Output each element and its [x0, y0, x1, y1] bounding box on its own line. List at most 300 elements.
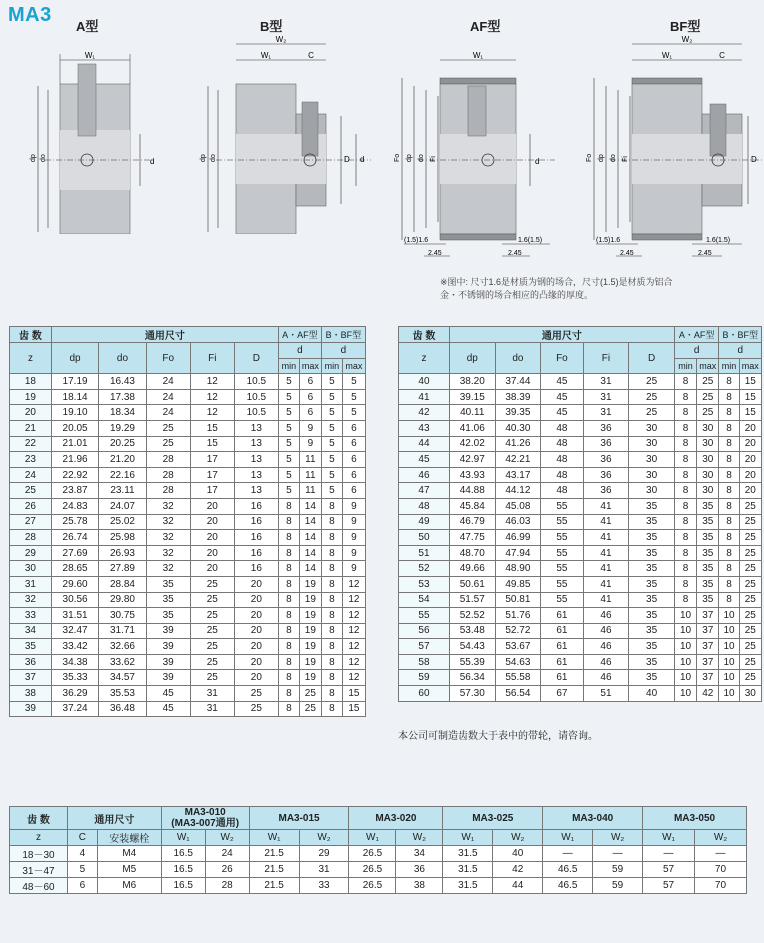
- header-D: D: [629, 343, 675, 374]
- table-cell: 6: [67, 878, 97, 894]
- table-cell: 39.35: [495, 405, 541, 421]
- drawing-type-bf: [582, 34, 764, 264]
- bottom-header-w2: W₂: [205, 830, 249, 846]
- table-cell: 47.94: [495, 545, 541, 561]
- table-cell: 52.52: [449, 608, 495, 624]
- table-cell: 57.30: [449, 686, 495, 702]
- table-cell: 17.38: [99, 389, 146, 405]
- table-cell: 8: [674, 436, 696, 452]
- teeth-count-cell: 27: [10, 514, 52, 530]
- table-cell: 35: [697, 514, 719, 530]
- table-cell: 8: [321, 545, 342, 561]
- table-cell: 25: [190, 592, 234, 608]
- table-cell: 17.19: [51, 374, 98, 390]
- type-label-b: B型: [260, 19, 283, 34]
- table-cell: 46: [583, 623, 629, 639]
- table-cell: 46: [583, 670, 629, 686]
- table-cell: 8: [278, 608, 299, 624]
- table-cell: 49.85: [495, 576, 541, 592]
- table-cell: 32: [146, 530, 190, 546]
- header-d-a: d: [674, 343, 719, 359]
- table-cell: 45: [541, 389, 583, 405]
- table-cell: 5: [321, 436, 342, 452]
- table-cell: 50.81: [495, 592, 541, 608]
- table-cell: 8: [719, 561, 739, 577]
- table-cell: 30: [629, 420, 675, 436]
- teeth-count-cell: 24: [10, 467, 52, 483]
- header-common: 通用尺寸: [51, 327, 278, 343]
- table-cell: 39: [146, 623, 190, 639]
- table-cell: 5: [342, 374, 365, 390]
- table-cell: 20.05: [51, 420, 98, 436]
- table-cell: 55: [541, 576, 583, 592]
- teeth-count-cell: 36: [10, 654, 52, 670]
- table-row: [10, 608, 366, 624]
- table-cell: 5: [278, 389, 299, 405]
- table-cell: 42.21: [495, 452, 541, 468]
- table-row: [399, 467, 762, 483]
- table-cell: 41: [583, 514, 629, 530]
- bottom-header-w2: W₂: [593, 830, 643, 846]
- table-cell: 15: [739, 374, 761, 390]
- table-cell: 5: [278, 467, 299, 483]
- ma3-007-label: (MA3-007通用): [171, 818, 240, 829]
- table-cell: 25: [299, 686, 321, 702]
- teeth-count-cell: 48: [399, 498, 450, 514]
- teeth-count-cell: 59: [399, 670, 450, 686]
- table-row: [399, 530, 762, 546]
- table-cell: 25: [146, 436, 190, 452]
- table-cell: 13: [234, 452, 278, 468]
- table-cell: 25: [697, 389, 719, 405]
- table-cell: 36: [583, 420, 629, 436]
- table-cell: 19: [299, 576, 321, 592]
- drawing-type-af: [390, 34, 570, 264]
- table-cell: 25: [739, 592, 761, 608]
- table-cell: 37.44: [495, 374, 541, 390]
- dim-flange-a-bf: (1.5)1.6: [596, 237, 621, 244]
- table-cell: 35: [629, 530, 675, 546]
- table-cell: 41.06: [449, 420, 495, 436]
- table-cell: 45: [146, 686, 190, 702]
- table-cell: 8: [719, 436, 739, 452]
- table-cell: 38: [396, 878, 443, 894]
- table-cell: 22.92: [51, 467, 98, 483]
- table-cell: 8: [674, 576, 696, 592]
- dim-flange-a: (1.5)1.6: [404, 237, 429, 244]
- table-cell: 9: [342, 561, 365, 577]
- header-max: max: [697, 358, 719, 374]
- table-cell: 37: [697, 639, 719, 655]
- table-row: [10, 592, 366, 608]
- table-cell: 35: [629, 561, 675, 577]
- table-cell: 36: [583, 452, 629, 468]
- table-cell: 53.48: [449, 623, 495, 639]
- table-cell: 6: [342, 467, 365, 483]
- table-row: [10, 686, 366, 702]
- table-cell: 8: [674, 420, 696, 436]
- teeth-count-cell: 60: [399, 686, 450, 702]
- table-cell: 6: [299, 389, 321, 405]
- table-cell: 31.5: [443, 862, 493, 878]
- table-cell: 25: [190, 608, 234, 624]
- table-cell: 8: [321, 686, 342, 702]
- teeth-count-cell: 52: [399, 561, 450, 577]
- bottom-header-w1: W₁: [161, 830, 205, 846]
- table-cell: 25: [629, 405, 675, 421]
- dim-gap-b: 2.45: [508, 250, 522, 257]
- table-row: [399, 389, 762, 405]
- table-cell: —: [643, 846, 695, 862]
- table-cell: 5: [342, 389, 365, 405]
- table-cell: 39: [146, 670, 190, 686]
- table-cell: 19: [299, 623, 321, 639]
- table-cell: 8: [321, 639, 342, 655]
- header-min: min: [674, 358, 696, 374]
- header-fo: Fo: [541, 343, 583, 374]
- table-cell: 10.5: [234, 389, 278, 405]
- table-cell: 35: [629, 654, 675, 670]
- teeth-count-cell: 22: [10, 436, 52, 452]
- table-cell: 5: [278, 420, 299, 436]
- table-cell: 32: [146, 545, 190, 561]
- teeth-count-cell: 23: [10, 452, 52, 468]
- table-row: [10, 878, 747, 894]
- table-cell: 10: [674, 639, 696, 655]
- table-cell: 8: [278, 530, 299, 546]
- table-cell: 8: [719, 389, 739, 405]
- table-row: [10, 483, 366, 499]
- table-row: [10, 701, 366, 717]
- table-cell: 5: [278, 405, 299, 421]
- table-cell: 5: [278, 452, 299, 468]
- table-cell: 45.84: [449, 498, 495, 514]
- teeth-count-cell: 49: [399, 514, 450, 530]
- material-note: ※图中: 尺寸1.6是材质为钢的场合，尺寸(1.5)是材质为铝合金・不锈钢的场合相应的凸缘的厚度。: [440, 277, 673, 300]
- bottom-header-ma3-020: MA3-020: [349, 807, 443, 830]
- table-cell: 70: [694, 862, 746, 878]
- table-cell: 25: [739, 654, 761, 670]
- table-cell: 13: [234, 436, 278, 452]
- table-cell: 45.08: [495, 498, 541, 514]
- table-cell: 6: [299, 405, 321, 421]
- table-cell: 27.69: [51, 545, 98, 561]
- table-row: [399, 639, 762, 655]
- dim-flange-b: 1.6(1.5): [518, 237, 543, 244]
- table-cell: 54.63: [495, 654, 541, 670]
- table-cell: 35: [629, 498, 675, 514]
- table-cell: 21.5: [249, 846, 299, 862]
- table-cell: 13: [234, 483, 278, 499]
- table-cell: 30: [629, 436, 675, 452]
- table-cell: 16: [234, 514, 278, 530]
- bottom-header-w1: W₁: [643, 830, 695, 846]
- custom-order-note: 本公司可制造齿数大于表中的带轮，请咨询。: [398, 731, 598, 742]
- table-cell: 30: [697, 436, 719, 452]
- header-max: max: [299, 358, 321, 374]
- table-cell: 55.58: [495, 670, 541, 686]
- table-cell: 23.87: [51, 483, 98, 499]
- table-cell: 8: [278, 514, 299, 530]
- table-cell: 46.79: [449, 514, 495, 530]
- table-cell: 12: [190, 405, 234, 421]
- table-cell: 20: [190, 514, 234, 530]
- table-cell: 55: [541, 545, 583, 561]
- table-cell: 8: [321, 670, 342, 686]
- dim-D: D: [344, 155, 350, 164]
- table-cell: 40.11: [449, 405, 495, 421]
- table-row: [399, 592, 762, 608]
- table-row: [10, 530, 366, 546]
- bottom-header-ma3-010: [161, 807, 249, 830]
- table-cell: 6: [342, 420, 365, 436]
- table-cell: 57: [643, 862, 695, 878]
- table-cell: 25: [739, 670, 761, 686]
- table-row: [399, 654, 762, 670]
- table-cell: 31: [190, 686, 234, 702]
- table-cell: 8: [321, 654, 342, 670]
- table-row: [10, 436, 366, 452]
- header-do: do: [495, 343, 541, 374]
- bottom-header-ma3-050: MA3-050: [643, 807, 747, 830]
- table-cell: 5: [321, 405, 342, 421]
- table-cell: 5: [321, 467, 342, 483]
- table-cell: 49.66: [449, 561, 495, 577]
- table-cell: 13: [234, 467, 278, 483]
- table-cell: 35: [629, 592, 675, 608]
- table-cell: 25: [697, 405, 719, 421]
- table-cell: 20: [739, 483, 761, 499]
- header-fi: Fi: [190, 343, 234, 374]
- header-dp: dp: [51, 343, 98, 374]
- table-row: [10, 670, 366, 686]
- table-cell: 12: [190, 389, 234, 405]
- dim-dp-bf: dp: [598, 154, 605, 162]
- teeth-count-cell: 18－30: [10, 846, 68, 862]
- table-cell: 8: [719, 374, 739, 390]
- table-cell: 5: [67, 862, 97, 878]
- table-cell: 51.57: [449, 592, 495, 608]
- spec-table-left: [9, 326, 366, 717]
- table-cell: 10: [719, 608, 739, 624]
- table-cell: 61: [541, 670, 583, 686]
- table-cell: 40: [629, 686, 675, 702]
- header-d-b: d: [719, 343, 762, 359]
- table-cell: —: [543, 846, 593, 862]
- table-cell: 31: [299, 862, 349, 878]
- table-cell: 46.03: [495, 514, 541, 530]
- teeth-count-cell: 45: [399, 452, 450, 468]
- teeth-count-cell: 26: [10, 498, 52, 514]
- table-cell: 5: [321, 420, 342, 436]
- table-cell: 15: [190, 420, 234, 436]
- table-cell: 8: [674, 467, 696, 483]
- table-cell: 38.20: [449, 374, 495, 390]
- table-cell: 30: [629, 452, 675, 468]
- dim-c-bf: C: [719, 51, 725, 60]
- table-cell: 8: [719, 452, 739, 468]
- table-cell: 12: [342, 592, 365, 608]
- table-cell: 36: [583, 467, 629, 483]
- table-cell: 5: [321, 374, 342, 390]
- table-cell: 9: [299, 420, 321, 436]
- table-cell: 25: [739, 576, 761, 592]
- table-cell: 44.88: [449, 483, 495, 499]
- table-cell: 43.93: [449, 467, 495, 483]
- table-cell: 5: [342, 405, 365, 421]
- ma3-010-label: MA3-010: [184, 807, 226, 818]
- table-row: [10, 623, 366, 639]
- table-cell: 29: [299, 846, 349, 862]
- table-row: [399, 374, 762, 390]
- table-cell: 16.5: [161, 846, 205, 862]
- bottom-header-teeth: 齿 数: [10, 807, 68, 830]
- table-cell: 15: [342, 686, 365, 702]
- table-cell: 8: [719, 530, 739, 546]
- table-cell: 28.84: [99, 576, 146, 592]
- table-cell: 56.34: [449, 670, 495, 686]
- table-cell: 25: [146, 420, 190, 436]
- bottom-header-w2: W₂: [299, 830, 349, 846]
- table-cell: 8: [321, 530, 342, 546]
- table-cell: 59: [593, 862, 643, 878]
- drawing-type-b: [196, 34, 376, 234]
- teeth-count-cell: 41: [399, 389, 450, 405]
- dim-do-b: do: [210, 154, 217, 162]
- table-cell: M6: [97, 878, 161, 894]
- table-cell: 61: [541, 639, 583, 655]
- table-cell: 46: [583, 608, 629, 624]
- table-cell: 8: [719, 483, 739, 499]
- table-row: [399, 405, 762, 421]
- table-cell: 38.39: [495, 389, 541, 405]
- table-cell: 28.65: [51, 561, 98, 577]
- table-cell: 12: [342, 608, 365, 624]
- table-cell: 40.30: [495, 420, 541, 436]
- table-cell: 28: [146, 483, 190, 499]
- table-cell: 8: [278, 639, 299, 655]
- table-cell: 35: [629, 608, 675, 624]
- dim-dp-b: dp: [200, 154, 207, 162]
- table-cell: 32: [146, 498, 190, 514]
- table-cell: 8: [719, 592, 739, 608]
- table-cell: 31.5: [443, 878, 493, 894]
- table-cell: 25: [190, 670, 234, 686]
- table-cell: 46.5: [543, 862, 593, 878]
- table-cell: 32: [146, 514, 190, 530]
- bottom-header-ma3-025: MA3-025: [443, 807, 543, 830]
- table-cell: 23.11: [99, 483, 146, 499]
- header-b-bf: B・BF型: [321, 327, 365, 343]
- table-cell: 8: [674, 389, 696, 405]
- table-cell: 15: [739, 405, 761, 421]
- table-cell: 9: [299, 436, 321, 452]
- table-cell: 17: [190, 483, 234, 499]
- table-row: [10, 514, 366, 530]
- table-cell: 12: [342, 670, 365, 686]
- table-cell: 9: [342, 530, 365, 546]
- table-cell: 8: [674, 374, 696, 390]
- table-cell: 20: [234, 623, 278, 639]
- table-cell: 10.5: [234, 405, 278, 421]
- table-cell: 32: [146, 561, 190, 577]
- table-cell: 13: [234, 420, 278, 436]
- table-row: [10, 561, 366, 577]
- bottom-header-w1: W₁: [349, 830, 396, 846]
- teeth-count-cell: 46: [399, 467, 450, 483]
- table-cell: 31.51: [51, 608, 98, 624]
- table-cell: 5: [321, 483, 342, 499]
- header-max: max: [342, 358, 365, 374]
- table-cell: 20: [234, 654, 278, 670]
- table-cell: 11: [299, 452, 321, 468]
- table-cell: 35: [697, 545, 719, 561]
- table-cell: 10: [719, 670, 739, 686]
- table-cell: 17: [190, 467, 234, 483]
- table-row: [399, 545, 762, 561]
- table-cell: 41: [583, 530, 629, 546]
- table-cell: 31: [583, 389, 629, 405]
- table-cell: 18.34: [99, 405, 146, 421]
- teeth-count-cell: 35: [10, 639, 52, 655]
- table-cell: 55: [541, 530, 583, 546]
- dim-w1-af: W₁: [472, 51, 484, 60]
- table-row: [10, 654, 366, 670]
- header-min: min: [321, 358, 342, 374]
- table-cell: 19.29: [99, 420, 146, 436]
- table-cell: 12: [342, 576, 365, 592]
- table-cell: 25: [739, 514, 761, 530]
- table-cell: 46: [583, 639, 629, 655]
- table-cell: 8: [674, 545, 696, 561]
- table-cell: 48.70: [449, 545, 495, 561]
- table-cell: 25: [739, 498, 761, 514]
- header-fo: Fo: [146, 343, 190, 374]
- table-cell: 36: [583, 436, 629, 452]
- table-cell: 16: [234, 561, 278, 577]
- teeth-count-cell: 32: [10, 592, 52, 608]
- table-row: [10, 862, 747, 878]
- table-cell: 21.5: [249, 878, 299, 894]
- table-cell: 33.42: [51, 639, 98, 655]
- table-cell: 8: [278, 561, 299, 577]
- table-cell: 42: [697, 686, 719, 702]
- table-row: [10, 576, 366, 592]
- teeth-count-cell: 43: [399, 420, 450, 436]
- table-cell: 8: [278, 654, 299, 670]
- table-cell: —: [694, 846, 746, 862]
- dim-flange-b-bf: 1.6(1.5): [706, 237, 731, 244]
- header-a-af: A・AF型: [674, 327, 719, 343]
- dim-w2-bf: W₂: [681, 35, 693, 44]
- teeth-count-cell: 38: [10, 686, 52, 702]
- header-D: D: [234, 343, 278, 374]
- table-cell: 24.83: [51, 498, 98, 514]
- bottom-header-w1: W₁: [543, 830, 593, 846]
- dim-fi-bf: Fi: [622, 156, 629, 162]
- dim-do: do: [40, 154, 47, 162]
- type-label-bf: BF型: [670, 19, 701, 34]
- table-cell: 14: [299, 514, 321, 530]
- table-cell: 35: [697, 498, 719, 514]
- table-cell: 8: [278, 686, 299, 702]
- table-cell: 8: [321, 576, 342, 592]
- bottom-header-common: 通用尺寸: [67, 807, 161, 830]
- table-cell: 44.12: [495, 483, 541, 499]
- table-cell: 25: [190, 576, 234, 592]
- table-row: [10, 467, 366, 483]
- dim-c: C: [308, 51, 314, 60]
